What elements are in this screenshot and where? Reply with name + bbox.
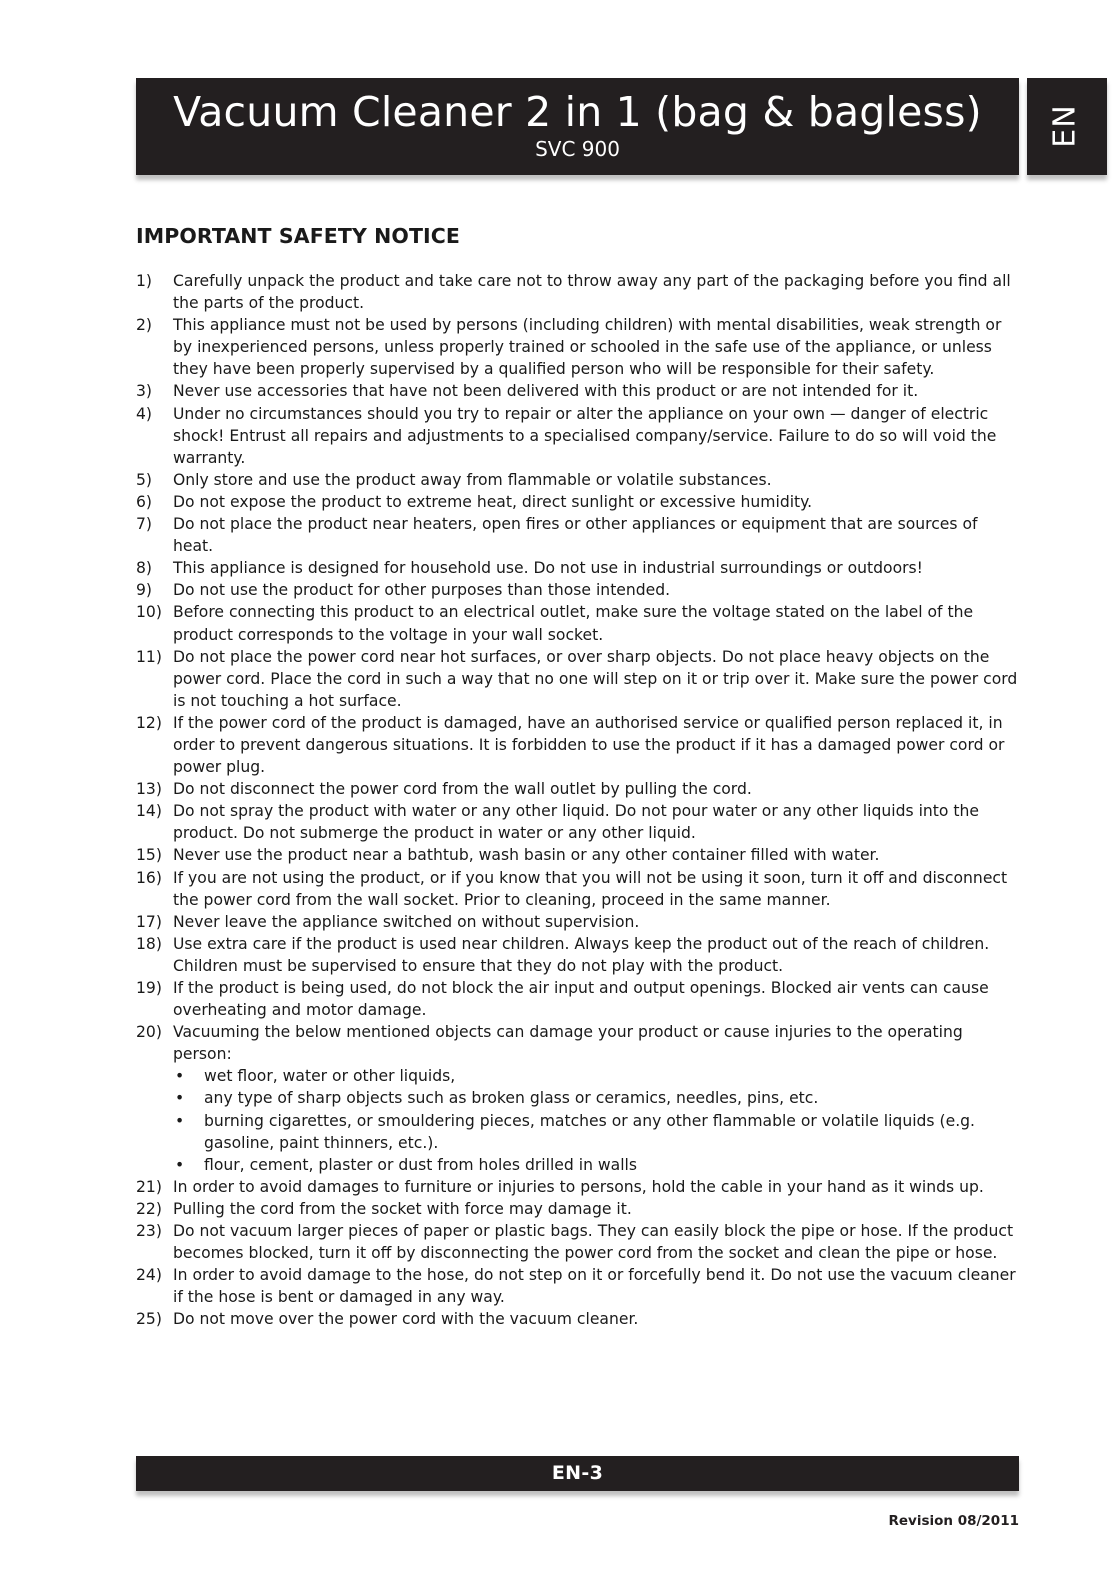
bullet-text: wet floor, water or other liquids,: [204, 1067, 456, 1086]
list-item: [136, 867, 1020, 911]
list-item: [136, 778, 1020, 800]
list-item: [136, 1264, 1020, 1308]
list-item: [136, 646, 1020, 712]
bullet-item: [173, 1154, 1020, 1176]
list-item-text: Never use accessories that have not been delivered with this product or are not intended for it.: [173, 382, 919, 401]
bullet-list: [173, 1065, 1020, 1175]
list-item-number: 14): [136, 802, 162, 821]
list-item: [136, 601, 1020, 645]
bullet-item: [173, 1087, 1020, 1109]
bullet-item: [173, 1065, 1020, 1087]
list-item-text: This appliance must not be used by persons (including children) with mental disabilities, weak strength or by inexperienced persons, unless properly trained or schooled in the safe use of the appliance, or unless they have been properly supervised by a qualified person who will be responsible for their safety.: [173, 316, 1002, 379]
list-item-text: In order to avoid damages to furniture or injuries to persons, hold the cable in your hand as it winds up.: [173, 1177, 984, 1196]
list-item-number: 1): [136, 272, 153, 290]
safety-notice-list: [136, 270, 1020, 1331]
list-item-number: 10): [136, 603, 162, 622]
document-title: Vacuum Cleaner 2 in 1 (bag & bagless): [173, 88, 982, 136]
list-item-number: 13): [136, 780, 162, 799]
list-item-number: 8): [136, 559, 153, 578]
list-item-text: Do not disconnect the power cord from the wall outlet by pulling the cord.: [173, 780, 752, 799]
list-item-text: Carefully unpack the product and take care not to throw away any part of the packaging before you find all the parts of the product.: [173, 272, 1011, 313]
page-footer: [136, 1456, 1019, 1491]
list-item: [136, 911, 1020, 933]
list-item-number: 4): [136, 404, 153, 423]
list-item: [136, 513, 1020, 557]
list-item-number: 23): [136, 1222, 162, 1241]
list-item-number: 16): [136, 868, 162, 887]
bullet-icon: •: [175, 1089, 185, 1108]
list-item-number: 15): [136, 846, 162, 865]
list-item-text: Do not place the power cord near hot surfaces, or over sharp objects. Do not place heavy objects on the power cord. Place the cord in such a way that no one will step on it or trip over it. Make sure the power cord is not touching a hot surface.: [173, 647, 1018, 710]
list-item: [136, 314, 1020, 380]
language-tab: [1027, 78, 1107, 175]
list-item-number: 11): [136, 647, 162, 666]
list-item-number: 25): [136, 1310, 162, 1329]
list-item: [136, 557, 1020, 579]
list-item-text: Vacuuming the below mentioned objects can damage your product or cause injuries to the operating person:: [173, 1023, 963, 1064]
bullet-text: burning cigarettes, or smouldering pieces, matches or any other flammable or volatile liquids (e.g. gasoline, paint thinners, etc.).: [204, 1111, 975, 1152]
list-item: [136, 712, 1020, 778]
list-item: [136, 469, 1020, 491]
list-item: [136, 977, 1020, 1021]
language-tab-label: EN: [1047, 104, 1083, 148]
list-item: [136, 844, 1020, 866]
list-item: [136, 933, 1020, 977]
list-item-number: 17): [136, 912, 162, 931]
list-item-number: 24): [136, 1266, 162, 1285]
list-item-text: Never use the product near a bathtub, wash basin or any other container filled with water.: [173, 846, 880, 865]
list-item-text: If the product is being used, do not block the air input and output openings. Blocked air vents can cause overheating and motor damage.: [173, 979, 989, 1020]
list-item: [136, 491, 1020, 513]
list-item-text: Under no circumstances should you try to repair or alter the appliance on your own — danger of electric shock! Entrust all repairs and adjustments to a specialised company/service. Failure to do so will void the warranty.: [173, 404, 997, 467]
list-item: [136, 380, 1020, 402]
list-item-number: 19): [136, 979, 162, 997]
list-item-text: Use extra care if the product is used near children. Always keep the product out of the reach of children. Children must be supervised to ensure that they do not play with the product.: [173, 934, 990, 975]
list-item-text: This appliance is designed for household use. Do not use in industrial surroundings or outdoors!: [173, 559, 923, 578]
list-item: [136, 579, 1020, 601]
list-item-text: Before connecting this product to an electrical outlet, make sure the voltage stated on the label of the product corresponds to the voltage in your wall socket.: [173, 603, 974, 644]
revision-label: Revision 08/2011: [888, 1513, 1019, 1529]
list-item-number: 9): [136, 581, 153, 600]
list-item-text: Only store and use the product away from flammable or volatile substances.: [173, 470, 772, 489]
list-item-text: If the power cord of the product is damaged, have an authorised service or qualified person replaced it, in order to prevent dangerous situations. It is forbidden to use the product if it has a damaged power cord or power plug.: [173, 713, 1005, 777]
bullet-text: flour, cement, plaster or dust from holes drilled in walls: [204, 1155, 638, 1174]
list-item: [136, 800, 1020, 844]
bullet-icon: •: [175, 1111, 185, 1130]
list-item-text: Do not move over the power cord with the vacuum cleaner.: [173, 1310, 639, 1329]
list-item-number: 22): [136, 1199, 162, 1218]
list-item-text: Pulling the cord from the socket with force may damage it.: [173, 1199, 632, 1218]
list-item-number: 6): [136, 492, 153, 511]
model-number: SVC 900: [535, 137, 620, 161]
list-item: [136, 1198, 1020, 1220]
list-item-text: Do not spray the product with water or any other liquid. Do not pour water or any other liquids into the product. Do not submerge the product in water or any other liquid.: [173, 802, 979, 843]
list-item-text: If you are not using the product, or if you know that you will not be using it soon, turn it off and disconnect the power cord from the wall socket. Prior to cleaning, proceed in the same manner.: [173, 868, 1008, 909]
list-item: [136, 270, 1020, 314]
list-item-number: 7): [136, 515, 153, 534]
list-item-text: Do not vacuum larger pieces of paper or plastic bags. They can easily block the pipe or hose. If the product becomes blocked, turn it off by disconnecting the power cord from the socket and clean the pipe or hose.: [173, 1222, 1014, 1263]
list-item-number: 2): [136, 316, 153, 335]
list-item: [136, 1308, 1020, 1330]
document-header: [136, 78, 1019, 175]
list-item: [136, 403, 1020, 469]
list-item-number: 18): [136, 934, 162, 953]
bullet-icon: •: [175, 1155, 185, 1174]
bullet-icon: •: [175, 1067, 185, 1086]
list-item-text: Do not expose the product to extreme heat, direct sunlight or excessive humidity.: [173, 492, 813, 511]
list-item-number: 5): [136, 470, 153, 489]
list-item-number: 21): [136, 1177, 162, 1196]
list-item-number: 20): [136, 1023, 162, 1042]
list-item-text: Never leave the appliance switched on without supervision.: [173, 912, 640, 931]
list-item-text: Do not place the product near heaters, open fires or other appliances or equipment that are sources of heat.: [173, 515, 978, 556]
list-item-number: 12): [136, 713, 162, 732]
list-item: [136, 1220, 1020, 1264]
bullet-text: any type of sharp objects such as broken glass or ceramics, needles, pins, etc.: [204, 1089, 819, 1108]
section-heading: IMPORTANT SAFETY NOTICE: [136, 224, 461, 248]
list-item: [136, 1176, 1020, 1198]
list-item: [136, 1021, 1020, 1176]
bullet-item: [173, 1110, 1020, 1154]
page-number: EN-3: [551, 1462, 604, 1484]
list-item-number: 3): [136, 382, 153, 401]
list-item-text: In order to avoid damage to the hose, do not step on it or forcefully bend it. Do not use the vacuum cleaner if the hose is bent or damaged in any way.: [173, 1266, 1016, 1307]
list-item-text: Do not use the product for other purposes than those intended.: [173, 581, 671, 600]
